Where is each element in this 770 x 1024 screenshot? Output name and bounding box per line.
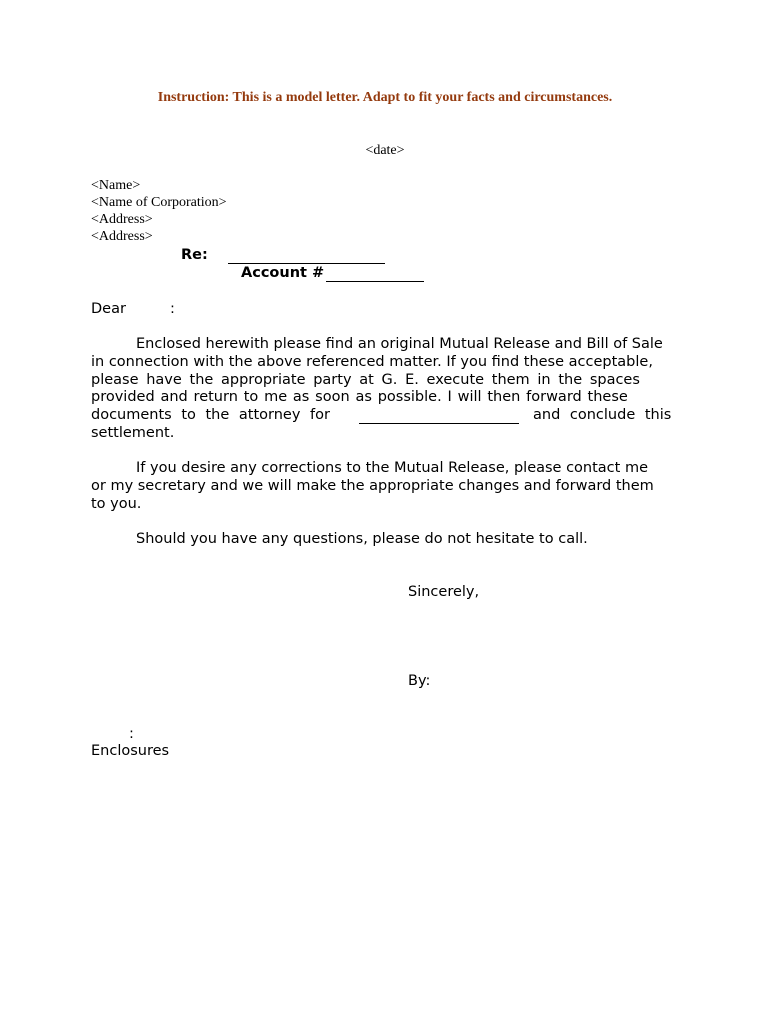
closing-sincerely: Sincerely, [408, 584, 480, 600]
paragraph1-line2: in connection with the above referenced matter. If you find these acceptable, [91, 354, 653, 370]
salutation-dear: Dear [91, 301, 126, 317]
signature-by: By: [408, 673, 431, 689]
instruction-note: Instruction: This is a model letter. Adapt to fit your facts and circumstances. [157, 90, 613, 105]
paragraph1-line5-start: documents to the attorney for [91, 407, 330, 423]
re-label: Re: [181, 247, 208, 263]
initials-colon: : [129, 726, 134, 742]
recipient-corporation: <Name of Corporation> [91, 195, 227, 210]
paragraph1-line6: settlement. [91, 425, 175, 441]
account-blank-line [326, 267, 424, 282]
paragraph2-line3: to you. [91, 496, 142, 512]
paragraph3: Should you have any questions, please do not hesitate to call. [136, 531, 588, 547]
recipient-address-2: <Address> [91, 229, 153, 244]
paragraph1-line3: please have the appropriate party at G. E. execute them in the spaces [91, 372, 640, 388]
paragraph2-line1: If you desire any corrections to the Mutual Release, please contact me [136, 460, 648, 476]
paragraph1-line4: provided and return to me as soon as possible. I will then forward these [91, 389, 628, 405]
letter-date: <date> [365, 143, 405, 158]
paragraph2-line2: or my secretary and we will make the appropriate changes and forward them [91, 478, 654, 494]
paragraph1-line1: Enclosed herewith please find an original Mutual Release and Bill of Sale [136, 336, 663, 352]
recipient-address-1: <Address> [91, 212, 153, 227]
account-label: Account # [241, 265, 325, 281]
recipient-name: <Name> [91, 178, 141, 193]
attorney-blank-line [359, 409, 519, 424]
enclosures-label: Enclosures [91, 743, 170, 759]
salutation-colon: : [170, 301, 175, 317]
paragraph1-line5-end: and conclude this [533, 407, 672, 423]
re-blank-line [228, 249, 385, 264]
